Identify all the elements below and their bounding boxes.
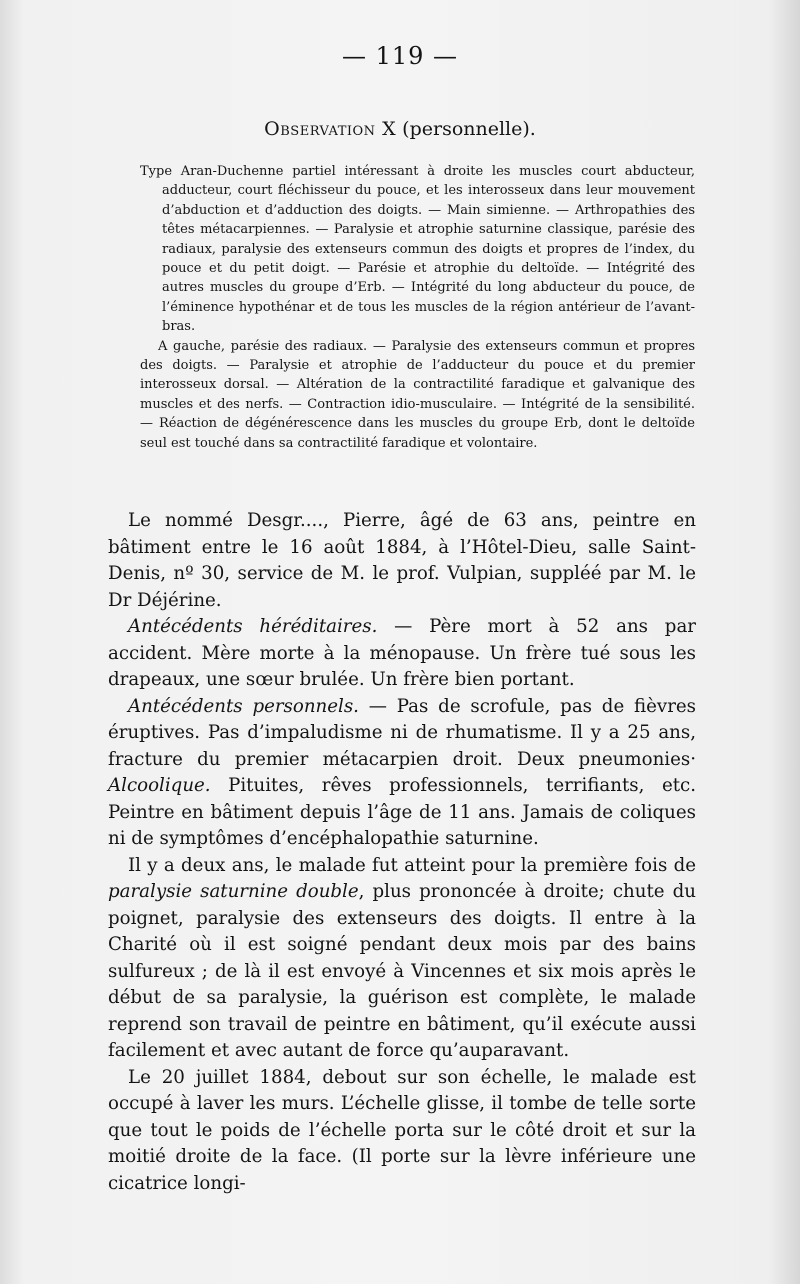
personal-label: Antécédents personnels.	[128, 695, 359, 717]
personal-italic: Alcoolique.	[108, 775, 211, 796]
body-paragraph-accident: Le 20 juillet 1884, debout sur son échelle, le malade est occupé à laver les murs. L’échelle glisse, il tombe de telle sorte que tout le poids de l’échelle porta sur le côté droit et sur la moitié droite de la face. (Il porte sur la lèvre inférieure une cicatrice longi-	[108, 1066, 696, 1194]
personal-text-b: Pituites, rêves professionnels, terrifiants, etc. Peintre en bâtiment depuis l’âge de 11 ans. Jamais de coliques ni de symptômes d’encéphalopathie saturnine.	[108, 775, 696, 849]
personal-text-a: — Pas de scrofule, pas de fièvres éruptives. Pas d’impaludisme ni de rhumatisme. Il y a 25 ans, fracture du premier métacarpien droit. Deux pneumonies·	[108, 695, 696, 770]
hereditary-text: — Père mort à 52 ans par accident. Mère morte à la ménopause. Un frère tué sous les drapeaux, une sœur brulée. Un frère bien portant.	[108, 616, 696, 690]
summary-paragraph-right: Type Aran-Duchenne partiel intéressant à droite les muscles court abducteur, adducteur, court fléchisseur du pouce, et les interosseux dans leur mouvement d’abduction et d’adduction des doigts. — Main simienne. — Arthropathies des têtes métacarpiennes. — Paralysie et atrophie saturnine classique, parésie des radiaux, paralysie des extenseurs commun des doigts et propres de l’index, du pouce et du petit doigt. — Parésie et atrophie du deltoïde. — Intégrité des autres muscles du groupe d’Erb. — Intégrité du long abducteur du pouce, de l’éminence hypothénar et de tous les muscles de la région antérieur de l’avant-bras.	[140, 164, 695, 335]
observation-title-suffix: (personnelle).	[396, 118, 536, 140]
body-paragraph-patient: Le nommé Desgr...., Pierre, âgé de 63 ans, peintre en bâtiment entre le 16 août 1884, à l’Hôtel-Dieu, salle Saint-Denis, nº 30, service de M. le prof. Vulpian, suppléé par M. le Dr Déjérine.	[108, 510, 696, 611]
summary-paragraph-left: A gauche, parésie des radiaux. — Paralysie des extenseurs commun et propres des doigts. — Paralysie et atrophie de l’adducteur du pouce et du premier interosseux dorsal. — Altération de la contractilité faradique et galvanique des muscles et des nerfs. — Contraction idio-musculaire. — Intégrité de la sensibilité. — Réaction de dégénérescence dans les muscles du groupe Erb, dont le deltoïde seul est touché dans sa contractilité faradique et volontaire.	[140, 338, 695, 451]
history-text-a: Il y a deux ans, le malade fut atteint pour la première fois de	[128, 854, 696, 876]
observation-summary	[140, 162, 695, 453]
observation-title-label: Observation X	[264, 118, 397, 140]
history-italic: paralysie saturnine double	[108, 881, 359, 902]
body-paragraph-hereditary	[108, 614, 696, 694]
body-paragraph-history	[108, 853, 696, 1065]
body-paragraph-personal	[108, 694, 696, 853]
hereditary-label: Antécédents héréditaires.	[128, 616, 378, 637]
observation-title	[0, 118, 800, 140]
history-text-b: , plus prononcée à droite; chute du poignet, paralysie des extenseurs des doigts. Il entre à la Charité où il est soigné pendant deux mois par des bains sulfureux ; de là il est envoyé à Vincennes et six mois après le début de sa paralysie, la guérison est complète, le malade reprend son travail de peintre en bâtiment, qu’il exécute aussi facilement et avec autant de force qu’auparavant.	[108, 881, 696, 1061]
page-number: — 119 —	[341, 42, 459, 70]
body-text	[108, 508, 696, 1197]
